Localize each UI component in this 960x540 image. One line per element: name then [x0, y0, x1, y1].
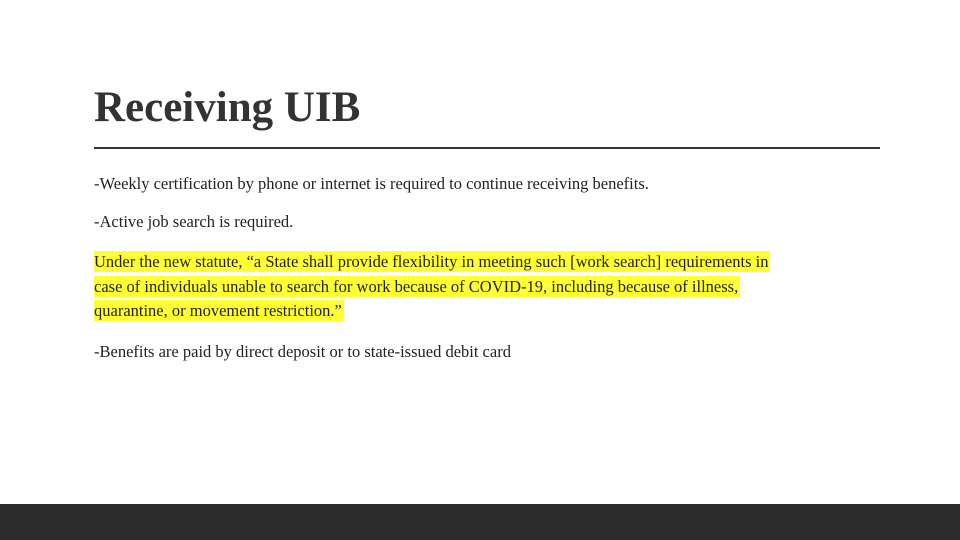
- bullet-weekly-certification: -Weekly certification by phone or internet is required to continue receiving benefits.: [94, 174, 649, 193]
- quote-line: Under the new statute, “a State shall provide flexibility in meeting such [work search] requirements in: [94, 252, 769, 271]
- footer-bar: [0, 504, 960, 540]
- bullet-benefits-payment: -Benefits are paid by direct deposit or to state-issued debit card: [94, 342, 511, 361]
- quote-line: quarantine, or movement restriction.”: [94, 301, 342, 320]
- slide-title: Receiving UIB: [94, 84, 361, 131]
- quote-line: case of individuals unable to search for work because of COVID-19, including because of illness,: [94, 276, 739, 296]
- bullet-job-search: -Active job search is required.: [94, 212, 294, 231]
- title-divider: [94, 147, 880, 149]
- highlighted-statute-quote: [94, 250, 884, 324]
